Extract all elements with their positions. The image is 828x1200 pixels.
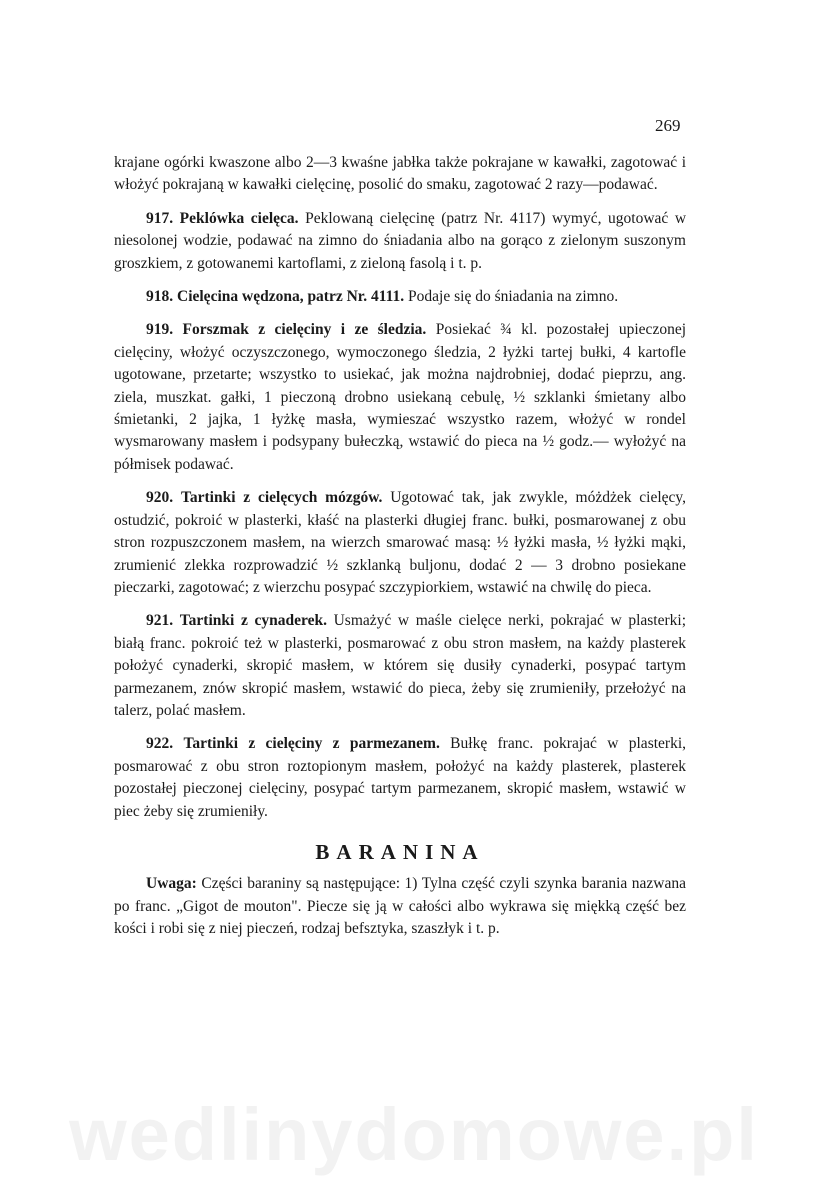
note-label: Uwaga:	[146, 875, 197, 893]
recipe-title: Cielęcina wędzona, patrz Nr. 4111.	[177, 288, 405, 306]
recipe-title: Tartinki z cielęciny z parmezanem.	[183, 735, 440, 753]
page-number: 269	[655, 116, 681, 135]
recipe-number: 919.	[146, 321, 174, 339]
recipe-922	[114, 733, 686, 823]
recipe-text: Peklowaną cielęcinę (patrz Nr. 4117) wymyć, ugotować w niesolonej wodzie, podawać na zimno do śniadania albo na gorąco z zielonym suszonym groszkiem, z gotowanemi kartoflami, z zieloną fasolą i t. p.	[114, 209, 687, 272]
recipe-917	[114, 208, 686, 275]
recipe-title: Tartinki z cynaderek.	[179, 612, 327, 630]
recipe-text: Podaje się do śniadania na zimno.	[408, 288, 619, 306]
recipe-number: 920.	[146, 489, 174, 507]
recipe-title: Peklówka cielęca.	[179, 209, 299, 227]
recipe-text: Bułkę franc. pokrajać w plasterki, posmarować z obu stron roztopionym masłem, położyć na każdy plasterek, plasterek pozostałej pieczonej cielęciny, posypać tartym parmezanem, skropić masłem, wstawić w piec żeby się zrumieniły.	[114, 735, 687, 820]
note-text: Części baraniny są następujące: 1) Tylna część czyli szynka barania nazwana po franc. „Gigot de mouton". Piecze się ją w całości albo wykrawa się miękką część bez kości i robi się z niej pieczeń, rodzaj befsztyka, szaszłyk i t. p.	[114, 875, 687, 938]
recipe-number: 917.	[146, 209, 174, 227]
section-heading: BARANINA	[315, 839, 485, 864]
recipe-title: Tartinki z cielęcych mózgów.	[180, 489, 383, 507]
recipe-919	[114, 319, 686, 476]
page-body	[114, 152, 686, 952]
recipe-text: Usmażyć w maśle cielęce nerki, pokrajać w plasterki; białą franc. pokroić też w plasterki, posmarować z obu stron masłem, na każdy plasterek położyć cynaderki, skropić masłem, w którem się dusiły cynaderki, posypać tartym parmezanem, znów skropić masłem, wstawić do pieca, żeby się zrumieniły, przełożyć na talerz, polać masłem.	[114, 612, 687, 719]
recipe-920	[114, 487, 686, 599]
recipe-921	[114, 610, 686, 722]
section-note	[114, 873, 686, 940]
recipe-918	[114, 286, 686, 308]
recipe-title: Forszmak z cielęciny i ze śledzia.	[182, 321, 427, 339]
continuation-paragraph: krajane ogórki kwaszone albo 2—3 kwaśne jabłka także pokrajane w kawałki, zagotować i włożyć pokrajaną w kawałki cielęcinę, posolić do smaku, zagotować 2 razy—podawać.	[114, 154, 686, 194]
recipe-text: Posiekać ¾ kl. pozostałej upieczonej cielęciny, włożyć oczyszczonego, wymoczonego śledzia, 2 łyżki tartej bułki, 4 kartofle ugotowane, przetarte; wszystko to usiekać, jak można najdrobniej, dodać pieprzu, ang. ziela, muszkat. gałki, 1 pieczoną drobno usiekaną cebulę, ½ szklanki śmietany albo śmietanki, 2 jajka, 1 łyżkę masła, wymieszać wszystko razem, włożyć w rondel wysmarowany masłem i podsypany bułeczką, wstawić do pieca na ½ godz.— wyłożyć na półmisek podawać.	[114, 321, 687, 473]
watermark: wedlinydomowe.pl	[69, 1093, 759, 1176]
recipe-number: 918.	[146, 288, 174, 306]
recipe-number: 922.	[146, 735, 174, 753]
recipe-number: 921.	[146, 612, 174, 630]
recipe-text: Ugotować tak, jak zwykle, móżdżek cielęcy, ostudzić, pokroić w plasterki, kłaść na plasterki długiej franc. bułki, posmarowanej z obu stron rozpuszczonem masłem, na wierzch smarować masą: ½ łyżki masła, ½ łyżki mąki, zrumienić zlekka rozprowadzić ½ szklanką buljonu, dodać 2 — 3 drobno posiekane pieczarki, zagotować; z wierzchu posypać szczypiorkiem, wstawić na chwilę do pieca.	[114, 489, 687, 596]
